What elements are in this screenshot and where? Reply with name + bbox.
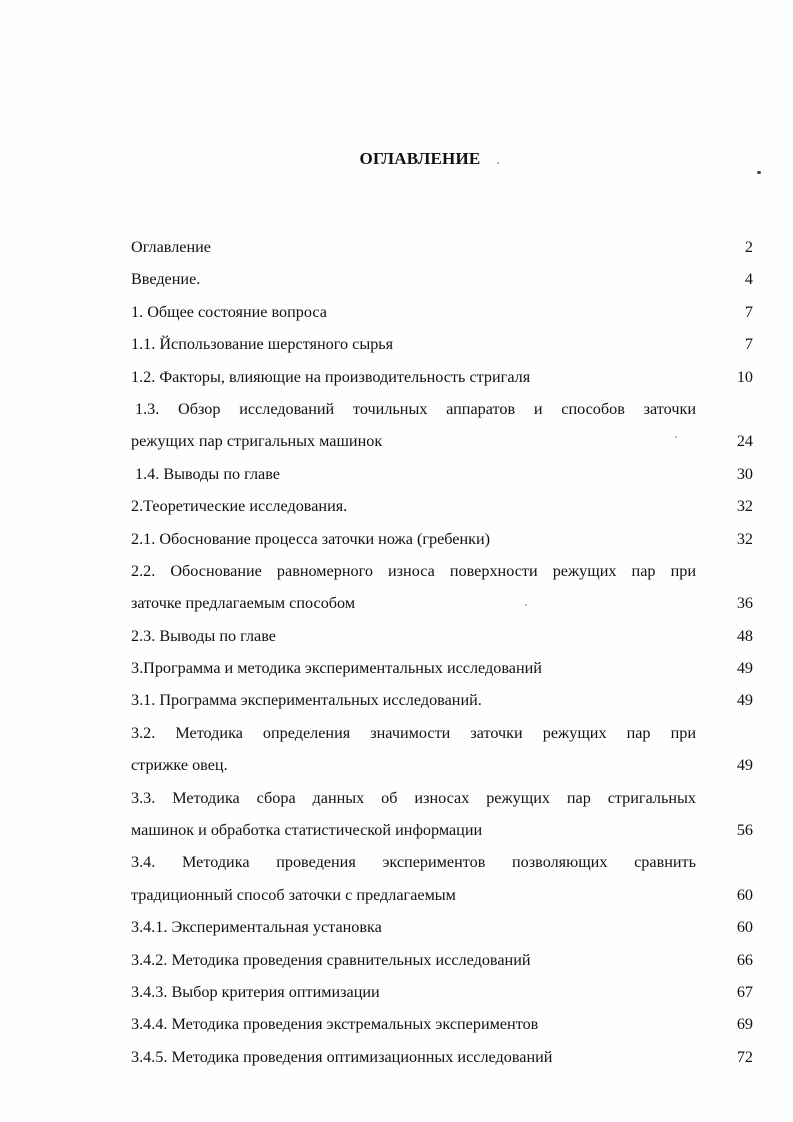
- toc-entry: [131, 720, 753, 752]
- toc-entry: [131, 461, 753, 493]
- toc-page-number: 56: [736, 821, 753, 840]
- toc-entry: [131, 849, 753, 881]
- toc-entry: [131, 817, 753, 849]
- toc-page-number: 72: [736, 1047, 753, 1066]
- toc-entry-label: 2.3. Выводы по главе: [131, 626, 276, 645]
- toc-page-number: 32: [736, 529, 753, 548]
- toc-page-number: 2: [744, 238, 753, 256]
- toc-entry-label: 3.1. Программа экспериментальных исследований.: [131, 691, 482, 710]
- toc-entry: [131, 914, 753, 946]
- toc-entry: [131, 752, 753, 784]
- toc-entry: [131, 558, 753, 590]
- toc-entry-label: 3.2. Методика определения значимости заточки режущих пар при: [131, 723, 696, 742]
- toc-entry-label: 3.Программа и методика экспериментальных исследований: [131, 659, 542, 678]
- toc-entry: [131, 526, 753, 558]
- toc-entry: [131, 687, 753, 719]
- toc-entry-label: 1.4. Выводы по главе: [135, 464, 280, 483]
- toc-entry-label: 1.1. Йспользование шерстяного сырья: [131, 335, 394, 354]
- toc-entry-label: 3.4.5. Методика проведения оптимизационных исследований: [131, 1047, 553, 1066]
- toc-page-number: 69: [736, 1015, 753, 1034]
- toc-entry-label: 3.4.4. Методика проведения экстремальных экспериментов: [131, 1015, 539, 1034]
- toc-entry-label: Введение.: [131, 270, 201, 289]
- toc-entry-label: традиционный способ заточки с предлагаемым: [131, 885, 456, 904]
- toc-page-number: 4: [744, 270, 753, 289]
- toc-page-number: 49: [736, 756, 753, 775]
- toc-entry: [131, 331, 753, 363]
- scan-speck: [757, 171, 761, 174]
- scan-speck: [675, 436, 677, 438]
- toc-entry-label: машинок и обработка статистической информации: [131, 821, 483, 840]
- toc-entry-label: режущих пар стригальных машинок: [131, 432, 383, 451]
- toc-entry: [131, 590, 753, 622]
- toc-page-number: 10: [736, 367, 753, 386]
- page-title: ОГЛАВЛЕНИЕ: [359, 149, 481, 168]
- toc-page-number: 32: [736, 497, 753, 516]
- toc-entry: [131, 655, 753, 687]
- toc-page-number: 60: [736, 885, 753, 904]
- toc-page-number: 36: [736, 594, 753, 613]
- toc-page-number: 49: [736, 659, 753, 678]
- toc-entry: [131, 396, 753, 428]
- toc-page-number: 60: [736, 918, 753, 937]
- toc-entry-label: 3.4.1. Экспериментальная установка: [131, 918, 382, 937]
- toc-page-number: 24: [736, 432, 753, 451]
- toc-page-number: 48: [736, 626, 753, 645]
- toc-entry: [131, 882, 753, 914]
- toc-page-number: 30: [736, 464, 753, 483]
- toc-entry: [131, 785, 753, 817]
- toc-entry: [131, 428, 753, 460]
- toc-entry: [131, 623, 753, 655]
- table-of-contents: [131, 234, 753, 1076]
- toc-page-number: 67: [736, 982, 753, 1001]
- toc-entry: [131, 234, 753, 266]
- toc-entry-label: 1.3. Обзор исследований точильных аппаратов и способов заточки: [135, 399, 696, 418]
- scan-speck: [525, 604, 527, 606]
- toc-entry-label: 1.2. Факторы, влияющие на производительность стригаля: [131, 367, 531, 386]
- toc-page-number: 7: [744, 335, 753, 354]
- toc-page-number: 7: [744, 302, 753, 321]
- toc-entry: [131, 493, 753, 525]
- toc-entry-label: 2.Теоретические исследования.: [131, 497, 348, 516]
- toc-entry: [131, 266, 753, 298]
- toc-page-number: 49: [736, 691, 753, 710]
- toc-entry: [131, 1044, 753, 1076]
- toc-entry: [131, 299, 753, 331]
- toc-entry-label: 3.4.3. Выбор критерия оптимизации: [131, 982, 380, 1001]
- toc-entry: [131, 979, 753, 1011]
- toc-page-number: 66: [736, 950, 753, 969]
- toc-entry-label: 2.2. Обоснование равномерного износа поверхности режущих пар при: [131, 561, 696, 580]
- toc-entry-label: 3.4. Методика проведения экспериментов позволяющих сравнить: [131, 853, 696, 872]
- toc-entry-label: заточке предлагаемым способом: [131, 594, 356, 613]
- scan-speck: [497, 162, 499, 164]
- toc-entry: [131, 364, 753, 396]
- toc-entry-label: 3.4.2. Методика проведения сравнительных исследований: [131, 950, 531, 969]
- toc-entry: [131, 1011, 753, 1043]
- toc-entry-label: 1. Общее состояние вопроса: [131, 302, 327, 321]
- toc-entry-label: 3.3. Методика сбора данных об износах режущих пар стригальных: [131, 788, 696, 807]
- toc-entry-label: Оглавление: [131, 238, 211, 256]
- toc-entry: [131, 947, 753, 979]
- toc-entry-label: 2.1. Обоснование процесса заточки ножа (гребенки): [131, 529, 491, 548]
- toc-entry-label: стрижке овец.: [131, 756, 228, 775]
